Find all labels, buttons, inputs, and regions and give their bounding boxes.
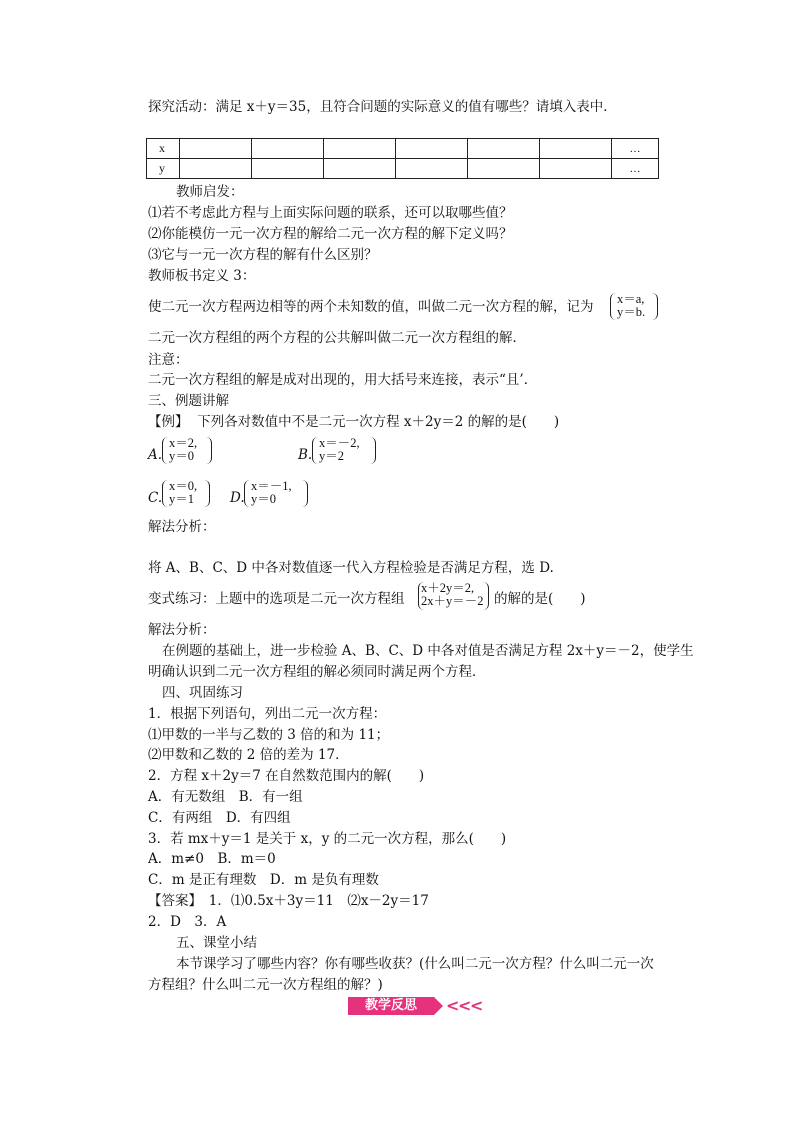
example-text: 下列各对数值中不是二元一次方程 x＋2y＝2 的解的是( ) [197, 414, 560, 430]
ellipsis-cell: … [612, 159, 659, 179]
option-a-system [169, 437, 197, 463]
badge-arrow-tip [434, 997, 443, 1015]
table-cell [252, 159, 324, 179]
summary-text: 本节课学习了哪些内容？你有哪些收获？(什么叫二元一次方程？什么叫二元一次 [176, 956, 654, 972]
solution-analysis-title: 解法分析： [148, 622, 216, 638]
summary-text: 方程组？什么叫二元一次方程组的解？) [148, 977, 383, 993]
left-brace [244, 480, 250, 507]
chevron-left-icon: < [470, 996, 484, 1015]
table-cell [324, 139, 396, 159]
system-line: x＝0, [169, 479, 198, 493]
definition-title: 教师板书定义 3： [148, 268, 256, 284]
practice-option: C．有两组 D．有四组 [148, 810, 291, 826]
section-heading: 四、巩固练习 [162, 685, 243, 701]
practice-item: 3．若 mx＋y＝1 是关于 x，y 的二元一次方程，那么( ) [148, 831, 507, 847]
right-paren [206, 437, 212, 464]
table-cell [180, 139, 252, 159]
table-cell [540, 159, 612, 179]
system-line: y＝0 [169, 449, 195, 463]
example-line [148, 413, 559, 431]
practice-option: A．m≠0 B．m＝0 [148, 851, 276, 867]
variant-exercise-tail: 的解的是( ) [494, 591, 586, 607]
practice-item: 1．根据下列语句，列出二元一次方程： [148, 706, 387, 722]
section-heading: 三、例题讲解 [148, 393, 229, 409]
row-label-x: x [147, 139, 180, 159]
question-3: ⑶它与一元一次方程的解有什么区别？ [148, 247, 378, 263]
definition-text: 使二元一次方程两边相等的两个未知数的值，叫做二元一次方程的解，记为 [148, 299, 594, 315]
system-line: x＝a, [617, 292, 645, 306]
system-line: y＝0 [251, 492, 277, 506]
system-line: x＝－2, [319, 436, 360, 450]
section-heading: 五、课堂小结 [176, 935, 257, 951]
table-cell [468, 159, 540, 179]
chevron-left-icon: < [458, 996, 472, 1015]
answer-line: 2．D 3．A [148, 914, 227, 930]
solution-analysis-title: 解法分析： [148, 519, 216, 535]
option-a-label: A. [148, 447, 163, 463]
system-line: x＝－1, [251, 479, 292, 493]
definition-system [617, 293, 645, 319]
option-b-system [319, 437, 360, 463]
practice-option: C．m 是正有理数 D．m 是负有理数 [148, 872, 379, 888]
left-brace [162, 480, 168, 507]
left-brace [162, 437, 168, 464]
question-1: ⑴若不考虑此方程与上面实际问题的联系，还可以取哪些值？ [148, 205, 513, 221]
left-brace [610, 293, 616, 320]
note-title: 注意： [148, 352, 189, 368]
answer-line: 【答案】 1．⑴0.5x＋3y＝11 ⑵x－2y＝17 [148, 893, 429, 909]
system-line: x＋2y＝2, [421, 581, 475, 595]
chevron-left-icon: < [446, 996, 460, 1015]
left-brace [312, 437, 318, 464]
values-table [146, 138, 659, 179]
example-label: 【例】 [148, 414, 189, 430]
option-b-label: B. [298, 447, 313, 463]
table-cell [324, 159, 396, 179]
right-paren [652, 293, 658, 320]
solution-analysis-text: 明确认识到二元一次方程组的解必须同时满足两个方程． [148, 664, 486, 680]
teaching-reflection-badge: 教学反思 [348, 997, 434, 1015]
explore-activity: 探究活动：满足 x＋y＝35，且符合问题的实际意义的值有哪些？请填入表中． [148, 99, 617, 115]
option-c-label: C. [148, 490, 163, 506]
table-row [147, 139, 659, 159]
right-paren [370, 437, 376, 464]
table-cell [396, 159, 468, 179]
practice-option: A．有无数组 B．有一组 [148, 789, 303, 805]
ellipsis-cell: … [612, 139, 659, 159]
row-label-y: y [147, 159, 180, 179]
table-cell [468, 139, 540, 159]
practice-item: ⑵甲数和乙数的 2 倍的差为 17． [148, 747, 349, 763]
right-paren [204, 480, 210, 507]
solution-analysis-text: 在例题的基础上，进一步检验 A、B、C、D 中各对值是否满足方程 2x＋y＝－2，使学生 [162, 643, 694, 659]
table-row [147, 159, 659, 179]
question-2: ⑵你能模仿一元一次方程的解给二元一次方程的解下定义吗？ [148, 226, 513, 242]
system-line: 2x＋y＝－2 [421, 594, 484, 608]
system-line: x＝2, [169, 436, 198, 450]
variant-system [421, 582, 484, 608]
practice-item: 2．方程 x＋2y＝7 在自然数范围内的解( ) [148, 768, 425, 784]
right-paren [483, 582, 489, 610]
table-cell [396, 139, 468, 159]
right-paren [302, 480, 308, 507]
table-cell [180, 159, 252, 179]
option-d-label: D. [230, 490, 245, 506]
option-c-system [169, 480, 197, 506]
teacher-hint-title: 教师启发： [176, 184, 244, 200]
practice-item: ⑴甲数的一半与乙数的 3 倍的和为 11； [148, 727, 390, 743]
variant-exercise-text: 变式练习：上题中的选项是二元一次方程组 [148, 591, 405, 607]
note-text: 二元一次方程组的解是成对出现的，用大括号来连接，表示“且’． [148, 372, 538, 388]
system-line: y＝2 [319, 449, 345, 463]
system-line: y＝b. [617, 305, 646, 319]
table-cell [540, 139, 612, 159]
solution-analysis-text: 将 A、B、C、D 中各对数值逐一代入方程检验是否满足方程，选 D. [148, 560, 554, 576]
common-solution: 二元一次方程组的两个方程的公共解叫做二元一次方程组的解． [148, 330, 526, 346]
table-cell [252, 139, 324, 159]
system-line: y＝1 [169, 492, 195, 506]
option-d-system [251, 480, 292, 506]
